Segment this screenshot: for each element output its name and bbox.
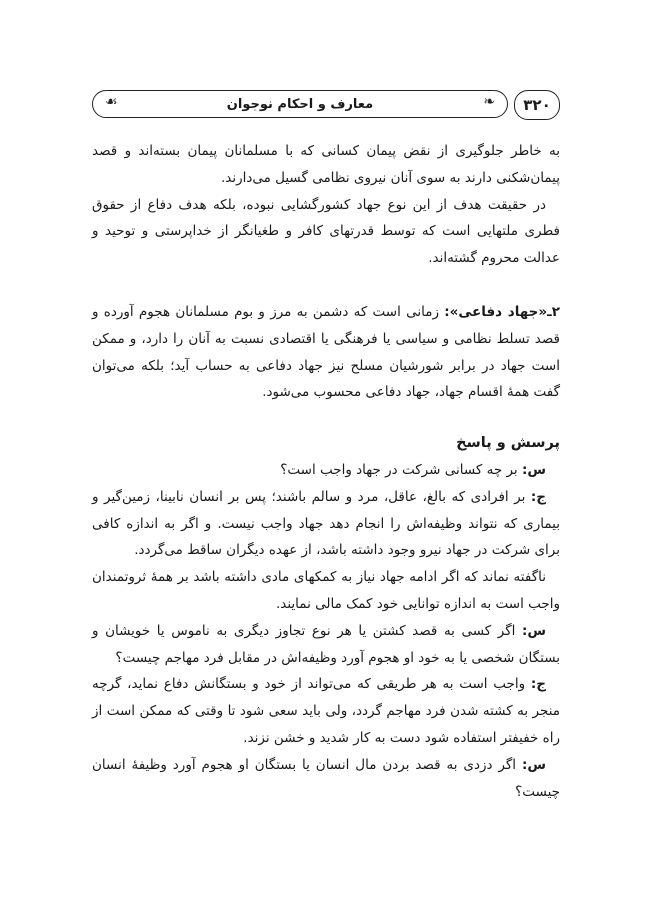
qa-item — [92, 484, 560, 564]
intro-paragraph-1: به خاطر جلوگیری از نقض پیمان کسانی که با مسلمانان پیمان بسته‌اند و قصد پیمان‌شکنی دارند به سوی آنان نیروی نظامی گسیل می‌دارند. — [92, 143, 560, 186]
qa-item — [92, 618, 560, 672]
page-body — [92, 138, 560, 805]
spacer — [92, 406, 560, 430]
defensive-jihad-label: ۲ـ«جهاد دفاعی»: — [444, 303, 560, 320]
qa-text: ناگفته نماند که اگر ادامه جهاد نیاز به کمکهای مادی داشته باشد بر همهٔ ثروتمندان واجب است به اندازه توانایی خود کمک مالی نمایند. — [92, 569, 560, 612]
qa-item — [92, 457, 560, 484]
qa-item — [92, 752, 560, 806]
qa-label: ج: — [530, 676, 547, 693]
ornament-left-icon: ☙ — [105, 94, 118, 110]
qa-item — [92, 564, 560, 618]
qa-text: بر چه کسانی شرکت در جهاد واجب است؟ — [280, 461, 518, 478]
qa-label: س: — [521, 756, 546, 773]
spacer — [92, 272, 560, 299]
qa-label: س: — [521, 622, 546, 639]
qa-item — [92, 671, 560, 751]
defensive-jihad-paragraph — [92, 299, 560, 406]
page-header — [92, 90, 560, 120]
ornament-right-icon: ❧ — [483, 94, 495, 110]
intro-paragraph-2: در حقیقت هدف از این نوع جهاد کشورگشایی نبوده، بلکه هدف دفاع از حقوق فطری ملتهایی است که توسط قدرتهای کافر و طغیانگر از خداپرستی و توحید و عدالت محروم گشته‌اند. — [92, 196, 560, 267]
qa-text: اگر کسی به قصد کشتن یا هر نوع تجاوز دیگری به ناموس یا خویشان و بستگان شخصی یا به خود او هجوم آورد وظیفه‌اش در مقابل فرد مهاجم چیست؟ — [92, 622, 560, 666]
page-number: ۳۲۰ — [514, 90, 560, 120]
defensive-jihad-text: زمانی است که دشمن به مرز و بوم مسلمانان هجوم آورده و قصد تسلط نظامی و سیاسی یا فرهنگی یا اقتصادی نسبت به آنان را دارد، و ممکن است جهاد در برابر شورشیان مسلح نیز جهاد دفاعی به حساب آید؛ بلکه می‌توان گفت همهٔ اقسام جهاد، جهاد دفاعی محسوب می‌شود. — [92, 303, 560, 401]
qa-label: س: — [521, 461, 546, 478]
qa-text: اگر دزدی به قصد بردن مال انسان یا بستگان او هجوم آورد وظیفهٔ انسان چیست؟ — [92, 756, 560, 800]
running-title-frame — [92, 90, 508, 118]
qa-text: بر افرادی که بالغ، عاقل، مرد و سالم باشند؛ پس بر انسان نابینا، زمین‌گیر و بیماری که نتواند وظیفه‌اش را انجام دهد جهاد واجب نیست. و اگر به اندازه کافی برای شرکت در جهاد نیرو وجود داشته باشد، از عهده دیگران ساقط می‌گردد. — [92, 488, 560, 559]
running-title: معارف و احکام نوجوان — [226, 96, 374, 112]
qa-label: ج: — [530, 488, 546, 505]
qa-heading: پرسش و پاسخ — [456, 435, 560, 452]
qa-text: واجب است به هر طریقی که می‌تواند از خود و بستگانش دفاع نماید، گرچه منجر به کشته شدن فرد مهاجم گردد، ولی باید سعی شود تا وقتی که ممکن است از راه خفیفتر استفاده شود دست به کار شدید و خشن نزند. — [92, 676, 560, 746]
